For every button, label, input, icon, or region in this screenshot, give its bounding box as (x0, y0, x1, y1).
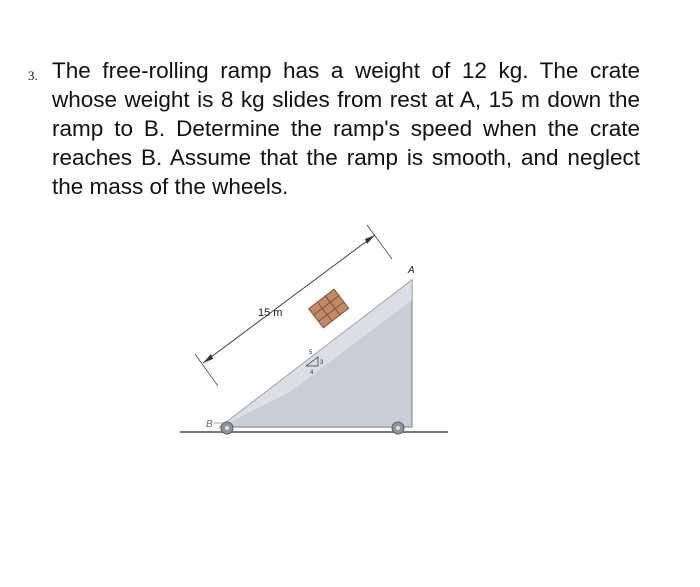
crate (309, 289, 349, 328)
point-a-label: A (408, 265, 415, 276)
slope-hyp-label: 5 (309, 350, 313, 356)
problem-number: 3. (28, 68, 38, 83)
slope-rise-label: 3 (320, 360, 324, 366)
ramp-diagram (170, 222, 460, 452)
length-label: 15 m (258, 307, 283, 319)
problem-text: The free-rolling ramp has a weight of 12 kg. The crate whose weight is 8 kg slides from rest at A, 15 m down the ramp to B. Determine the ramp's speed when the crate reaches B. Assume that the ramp is smooth, and neglect the mass of the wheels. (52, 58, 640, 199)
problem-statement (28, 56, 640, 201)
slope-run-label: 4 (310, 370, 314, 376)
right-wheel-hub (396, 426, 400, 430)
point-b-label: B (206, 419, 213, 430)
ramp-figure (170, 222, 460, 457)
left-wheel-hub (225, 426, 229, 430)
